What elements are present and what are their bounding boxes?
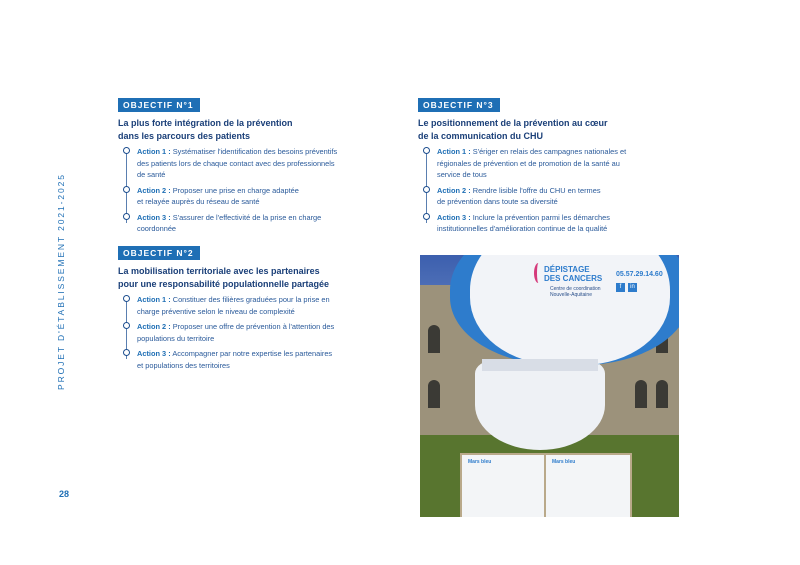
action-line	[437, 212, 688, 224]
pink-ribbon-icon	[534, 263, 543, 283]
timeline-dot-icon	[123, 213, 130, 220]
action-line: charge préventive selon le niveau de complexité	[137, 306, 295, 316]
objective-title	[118, 265, 383, 291]
brand-sub-line: Nouvelle-Aquitaine	[550, 292, 592, 298]
action-line	[137, 146, 383, 158]
campaign-photo	[420, 255, 679, 517]
action-item	[123, 294, 383, 317]
brand-line: DÉPISTAGE	[544, 265, 590, 274]
page-number: 28	[59, 489, 70, 499]
action-item	[423, 212, 688, 235]
timeline-dot-icon	[423, 186, 430, 193]
window-shape	[656, 380, 668, 408]
action-text: Constituer des filières graduées pour la prise en	[170, 295, 330, 304]
timeline-dot-icon	[123, 349, 130, 356]
action-item	[423, 185, 688, 208]
action-line	[137, 348, 383, 360]
action-label: Action 1 :	[437, 147, 471, 156]
action-text: Systématiser l'identification des besoins préventifs	[170, 147, 338, 156]
action-line: et populations des territoires	[137, 360, 230, 370]
action-text: Inclure la prévention parmi les démarches	[470, 212, 610, 222]
action-text: Accompagner par notre expertise les partenaires	[170, 349, 333, 358]
action-text: S'ériger en relais des campagnes nationales et	[470, 147, 627, 156]
objective-title-line: Le positionnement de la prévention au cœur	[418, 118, 608, 128]
action-list	[423, 146, 688, 235]
timeline-dot-icon	[123, 186, 130, 193]
objective-title-line: de la communication du CHU	[418, 131, 544, 141]
balloon-sponsor-band	[482, 359, 598, 371]
action-line: institutionnelles d'amélioration continue de la qualité	[437, 224, 608, 233]
action-line	[437, 185, 688, 197]
action-label: Action 3 :	[137, 349, 171, 358]
objective-3	[418, 95, 688, 239]
action-line	[137, 294, 383, 306]
objective-badge: OBJECTIF N°1	[118, 98, 200, 112]
action-label: Action 3 :	[437, 212, 471, 222]
timeline-dot-icon	[423, 213, 430, 220]
action-item	[123, 321, 383, 344]
info-panel-left	[460, 453, 546, 517]
action-item	[123, 348, 383, 371]
balloon-lower-part	[475, 360, 605, 450]
objective-2	[118, 243, 383, 375]
action-line	[437, 146, 688, 158]
action-line: des patients lors de chaque contact avec des professionnels	[137, 158, 335, 168]
action-text: S'assurer de l'effectivité de la prise en charge	[170, 212, 322, 222]
action-text: Rendre lisible l'offre du CHU en termes	[470, 185, 601, 195]
objective-title-line: pour une responsabilité populationnelle partagée	[118, 279, 330, 289]
action-line: de prévention dans toute sa diversité	[437, 197, 558, 206]
window-shape	[428, 325, 440, 353]
action-list	[123, 146, 383, 235]
timeline-dot-icon	[123, 295, 130, 302]
timeline-dot-icon	[423, 147, 430, 154]
action-list	[123, 294, 383, 371]
info-panel-right	[544, 453, 632, 517]
phone-number: 05.57.29.14.60	[616, 271, 663, 278]
action-line	[137, 321, 383, 333]
action-item	[123, 185, 383, 208]
window-shape	[635, 380, 647, 408]
action-label: Action 1 :	[137, 147, 171, 156]
brand-line: DES CANCERS	[544, 274, 603, 283]
window-shape	[428, 380, 440, 408]
brand-sub-line: Centre de coordination	[550, 286, 601, 292]
objective-title	[118, 117, 383, 143]
action-label: Action 2 :	[137, 185, 171, 195]
objective-title-line: La mobilisation territoriale avec les partenaires	[118, 266, 320, 276]
action-text: Proposer une offre de prévention à l'attention des	[170, 322, 335, 331]
panel-logo: Mars bleu	[468, 459, 492, 465]
action-line: régionales de prévention et de promotion de la santé au	[437, 158, 620, 168]
action-line: coordonnée	[137, 224, 177, 233]
objective-1	[118, 95, 383, 239]
action-label: Action 1 :	[137, 295, 171, 304]
action-label: Action 3 :	[137, 212, 171, 222]
action-line: et relayée auprès du réseau de santé	[137, 197, 260, 206]
action-line: populations du territoire	[137, 333, 215, 343]
action-label: Action 2 :	[437, 185, 471, 195]
brand-logo	[544, 265, 602, 283]
action-item	[123, 212, 383, 235]
action-line	[137, 212, 383, 224]
objective-badge: OBJECTIF N°2	[118, 246, 200, 260]
objective-title-line: La plus forte intégration de la prévention	[118, 118, 293, 128]
action-text: Proposer une prise en charge adaptée	[170, 185, 299, 195]
action-line	[137, 185, 383, 197]
action-item	[123, 146, 383, 181]
panel-logo: Mars bleu	[552, 459, 576, 465]
timeline-dot-icon	[123, 147, 130, 154]
action-line: de santé	[137, 170, 166, 179]
document-side-title: PROJET D'ÉTABLISSEMENT 2021-2025	[56, 173, 66, 390]
objective-title-line: dans les parcours des patients	[118, 131, 251, 141]
timeline-dot-icon	[123, 322, 130, 329]
action-label: Action 2 :	[137, 322, 171, 331]
brand-subtitle	[550, 286, 601, 298]
action-item	[423, 146, 688, 181]
objective-badge: OBJECTIF N°3	[418, 98, 500, 112]
objective-title	[418, 117, 688, 143]
facebook-icon: f	[616, 283, 625, 292]
linkedin-icon: in	[628, 283, 637, 292]
action-line: service de tous	[437, 170, 487, 179]
